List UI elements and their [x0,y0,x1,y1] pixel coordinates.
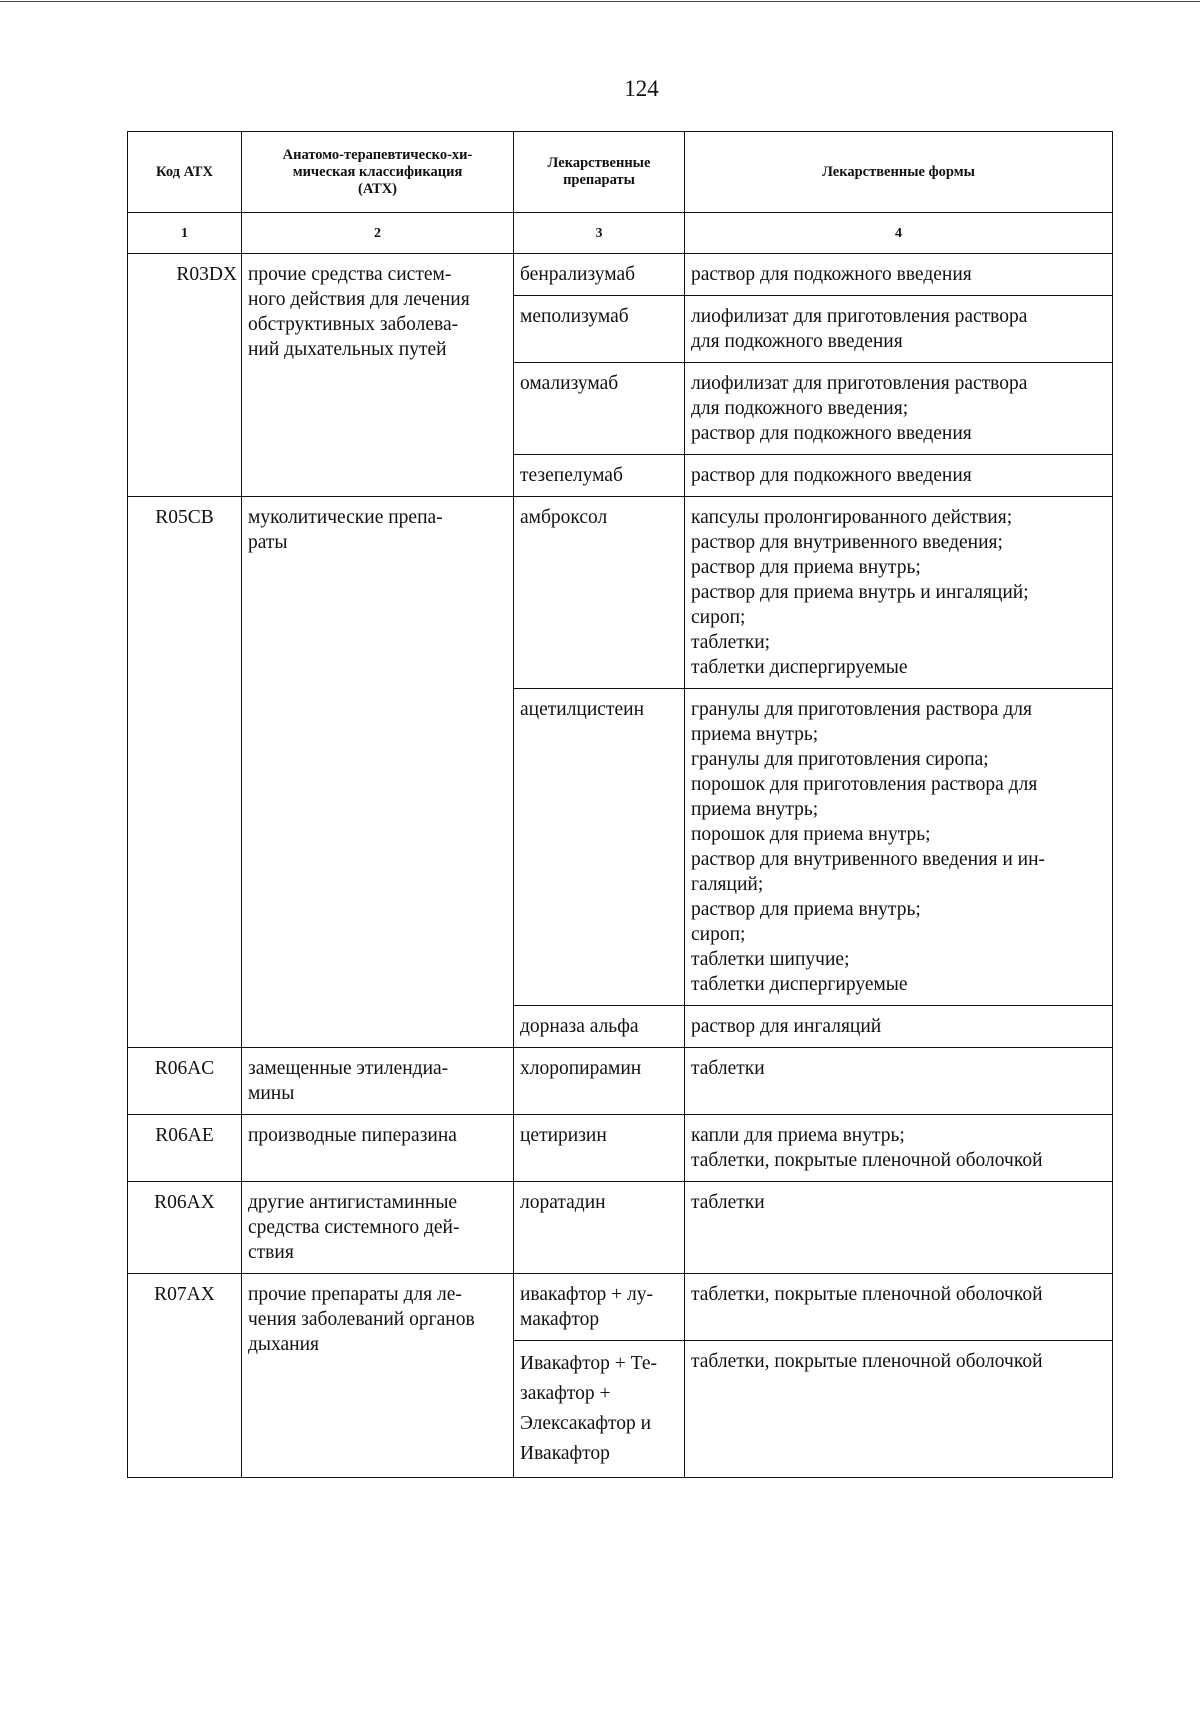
drug-name: лоратадин [514,1182,685,1274]
atc-classification: муколитические препа- раты [242,497,514,1048]
dosage-forms: таблетки, покрытые пленочной оболочкой [685,1274,1113,1341]
table-row [128,1115,1113,1182]
drug-name: бенрализумаб [514,254,685,296]
drug-table [127,131,1113,1478]
header-dosage-forms: Лекарственные формы [685,132,1113,213]
header-atc-code: Код АТХ [128,132,242,213]
atc-classification: производные пиперазина [242,1115,514,1182]
header-classification: Анатомо-терапевтическо-хи- мическая классификация (АТХ) [242,132,514,213]
dosage-forms: раствор для подкожного введения [685,455,1113,497]
table-row [128,497,1113,689]
page-number: 124 [624,76,659,101]
atc-classification: прочие средства систем- ного действия для лечения обструктивных заболева- ний дыхательных путей [242,254,514,497]
dosage-forms: раствор для подкожного введения [685,254,1113,296]
column-number: 3 [514,213,685,254]
drug-table-container [127,131,1113,1478]
header-row [128,132,1113,213]
dosage-forms: капли для приема внутрь; таблетки, покрытые пленочной оболочкой [685,1115,1113,1182]
atc-code: R05CB [128,497,242,1048]
atc-classification: замещенные этилендиа- мины [242,1048,514,1115]
dosage-forms: таблетки [685,1182,1113,1274]
dosage-forms: капсулы пролонгированного действия; раствор для внутривенного введения; раствор для приема внутрь; раствор для приема внутрь и ингаляций; сироп; таблетки; таблетки диспергируемые [685,497,1113,689]
dosage-forms: лиофилизат для приготовления раствора для подкожного введения [685,296,1113,363]
drug-name: цетиризин [514,1115,685,1182]
atc-code: R03DX [128,254,242,497]
atc-code: R06AE [128,1115,242,1182]
drug-name: амброксол [514,497,685,689]
atc-classification: другие антигистаминные средства системного дей- ствия [242,1182,514,1274]
dosage-forms: раствор для ингаляций [685,1006,1113,1048]
atc-classification: прочие препараты для ле- чения заболеваний органов дыхания [242,1274,514,1478]
table-row [128,1274,1113,1341]
drug-name: хлоропирамин [514,1048,685,1115]
drug-name: омализумаб [514,363,685,455]
header-drugs: Лекарственные препараты [514,132,685,213]
dosage-forms: гранулы для приготовления раствора для приема внутрь; гранулы для приготовления сиропа; порошок для приготовления раствора для приема внутрь; порошок для приема внутрь; раствор для внутривенного введения и ин- галяций; раствор для приема внутрь; сироп; таблетки шипучие; таблетки диспергируемые [685,689,1113,1006]
dosage-forms: таблетки [685,1048,1113,1115]
drug-name: дорназа альфа [514,1006,685,1048]
column-number-row [128,213,1113,254]
top-rule [0,1,1200,2]
dosage-forms: лиофилизат для приготовления раствора для подкожного введения; раствор для подкожного введения [685,363,1113,455]
atc-code: R07AX [128,1274,242,1478]
table-row [128,254,1113,296]
atc-code: R06AX [128,1182,242,1274]
column-number: 4 [685,213,1113,254]
drug-name: ацетилцистеин [514,689,685,1006]
column-number: 2 [242,213,514,254]
atc-code: R06AC [128,1048,242,1115]
table-row [128,1182,1113,1274]
drug-name: ивакафтор + лу- макафтор [514,1274,685,1341]
table-row [128,1048,1113,1115]
dosage-forms: таблетки, покрытые пленочной оболочкой [685,1341,1113,1478]
drug-name: Ивакафтор + Те- закафтор + Элексакафтор и Ивакафтор [514,1341,685,1478]
drug-name: меполизумаб [514,296,685,363]
column-number: 1 [128,213,242,254]
drug-name: тезепелумаб [514,455,685,497]
